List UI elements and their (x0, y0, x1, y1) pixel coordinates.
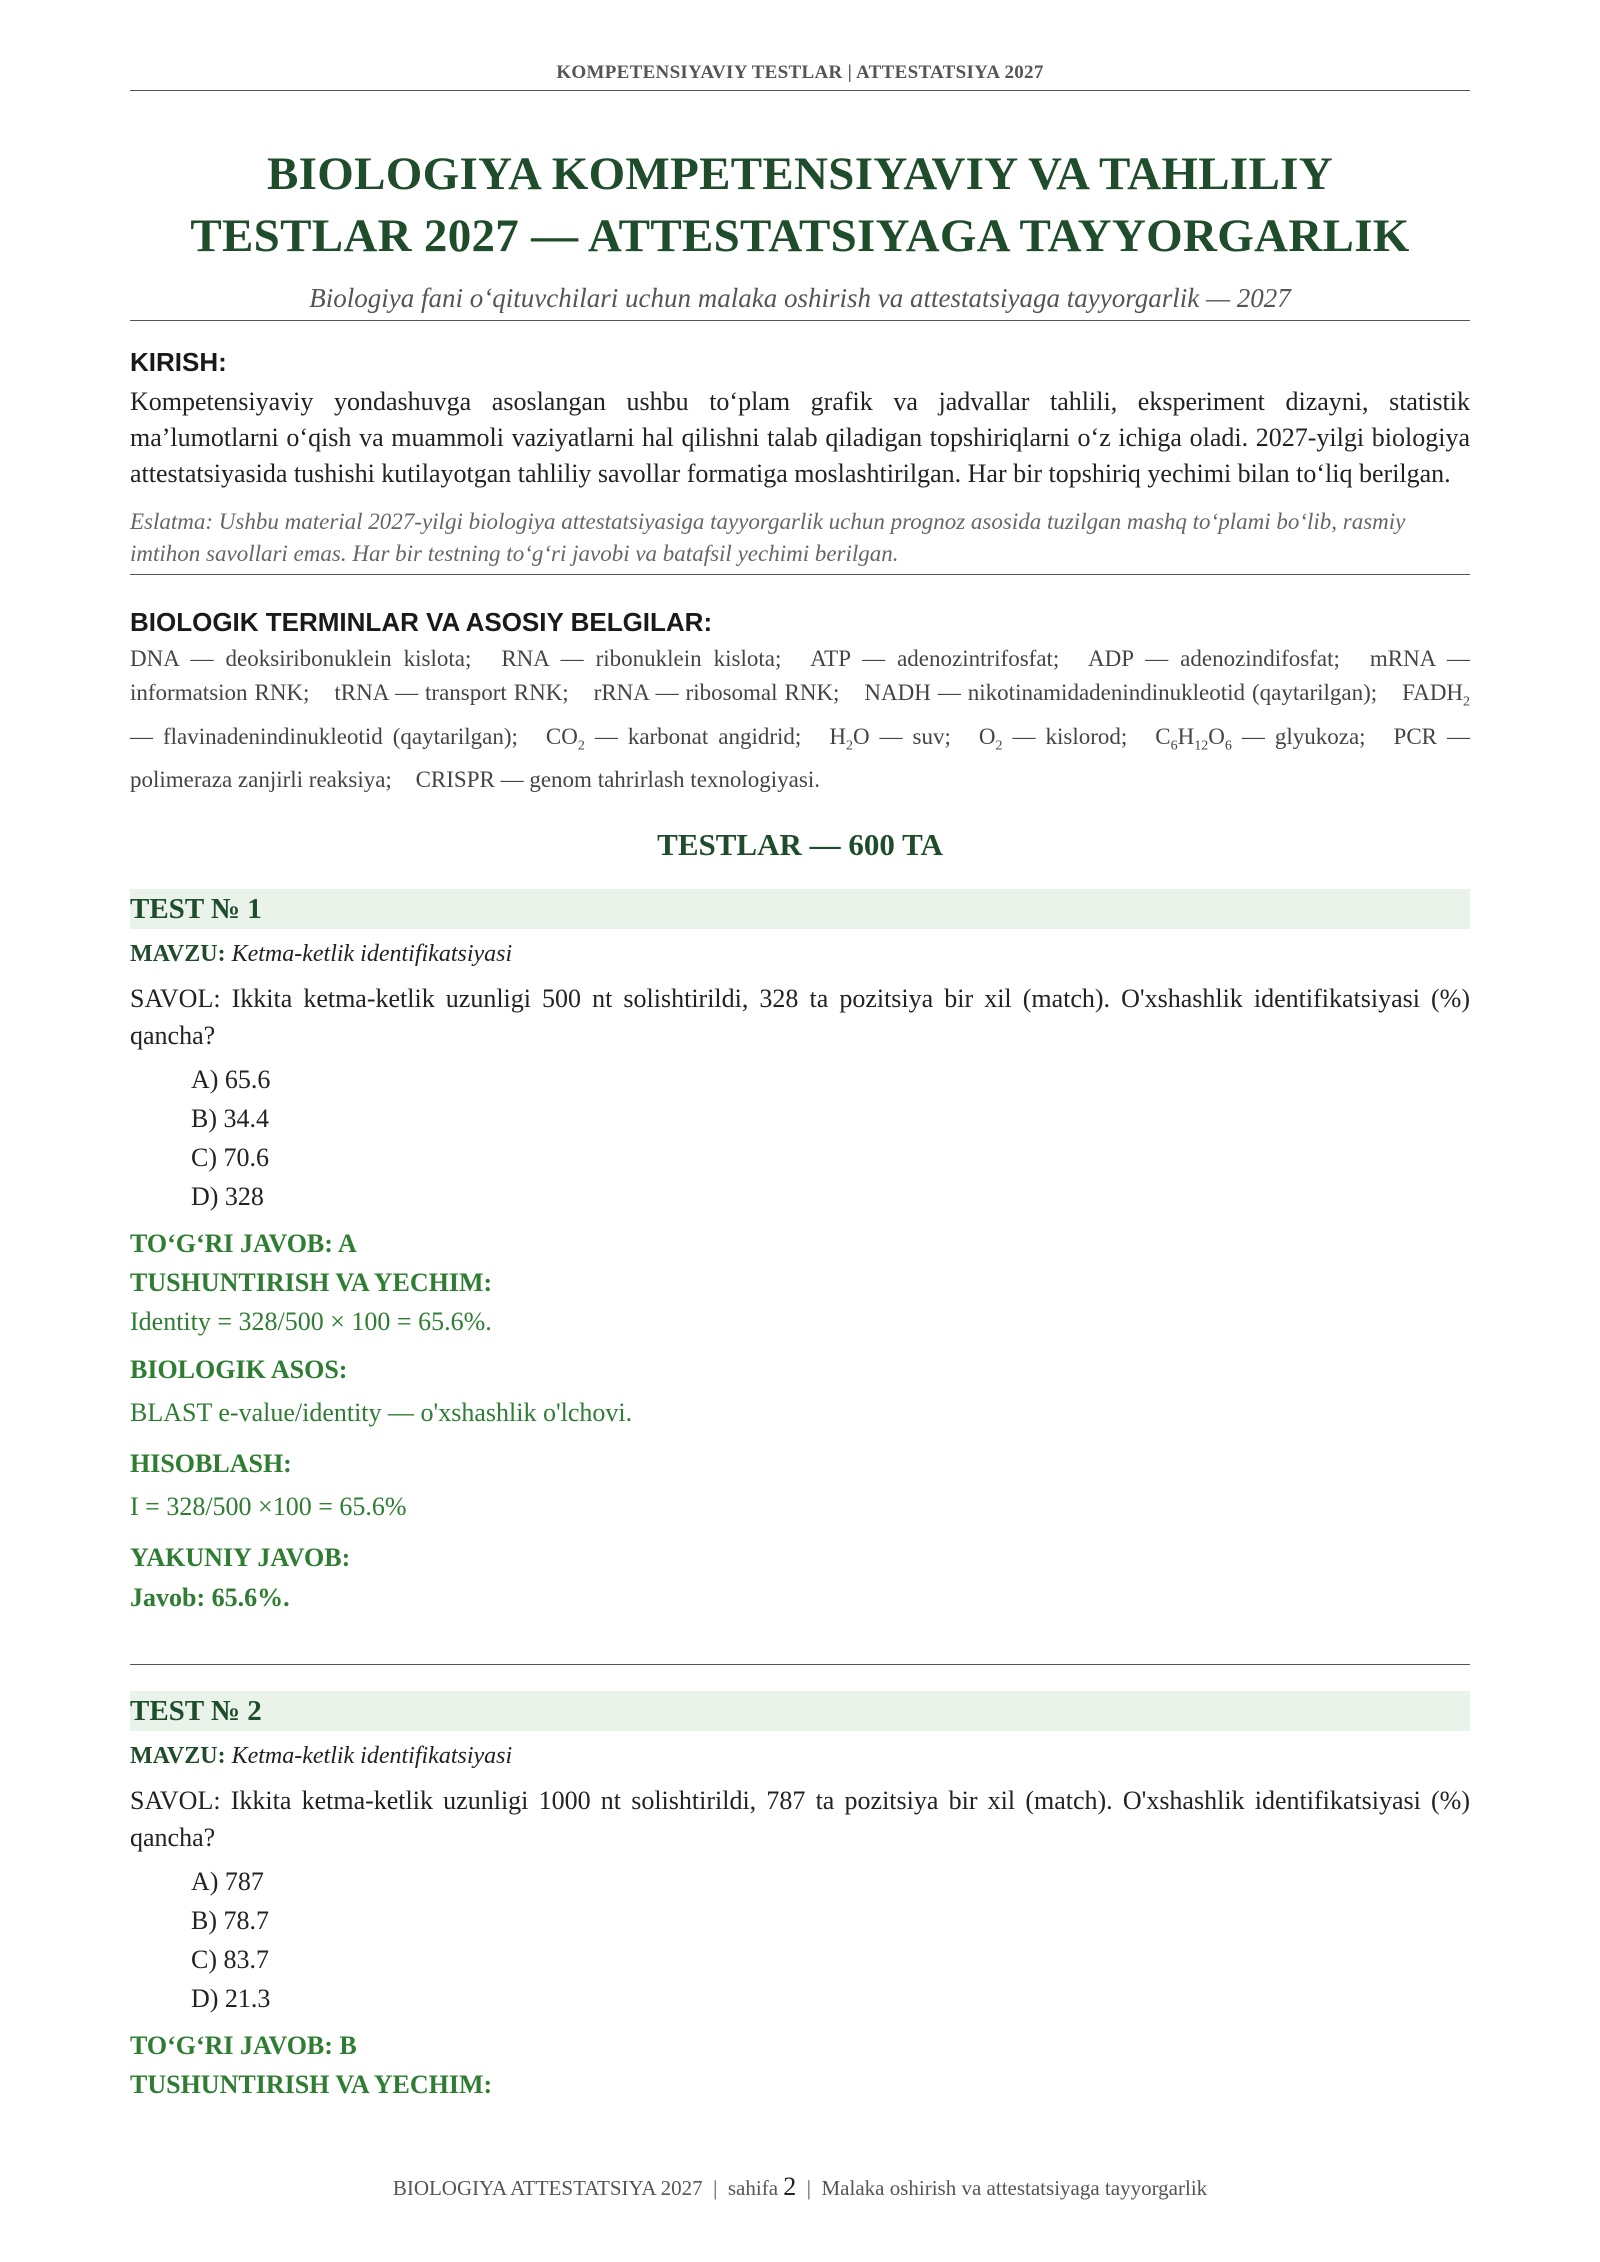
glucose-c: C (1155, 723, 1171, 749)
page-number: 2 (783, 2172, 797, 2201)
answer-options (130, 1862, 1470, 2018)
title-line-2: TESTLAR 2027 — ATTESTATSIYAGA TAYYORGARLIK (190, 210, 1410, 262)
footer-right: Malaka oshirish va attestatsiyaga tayyorgarlik (821, 2176, 1208, 2200)
tests-heading: TESTLAR — 600 TA (657, 827, 943, 863)
h2o-desc: O — suv; (852, 723, 951, 749)
test-item (130, 1691, 1470, 2104)
final-answer: Javob: 65.6%. (130, 1583, 290, 1613)
term-nadh: NADH — nikotinamidadenindinukleotid (qaytarilgan); (864, 680, 1378, 705)
glucose-c-sub: 6 (1170, 738, 1178, 754)
term-atp: ATP — adenozintrifosfat; (810, 646, 1060, 671)
final-label: YAKUNIY JAVOB: (130, 1543, 351, 1573)
term-h2o (829, 723, 951, 754)
explanation-text: Identity = 328/500 × 100 = 65.6%. (130, 1307, 492, 1337)
basis-text: BLAST e-value/identity — o'xshashlik o'lchovi. (130, 1398, 633, 1428)
fadh2-subscript: 2 (1463, 694, 1471, 710)
option-c: C) 70.6 (191, 1143, 269, 1173)
intro-note: Eslatma: Ushbu material 2027-yilgi biologiya attestatsiyasiga tayyorgarlik uchun prognoz asosida tuzilgan mashq to‘plami bo‘lib, rasmiy imtihon savollari emas. Har bir testning to‘g‘ri javobi va batafsil yechimi berilgan. (130, 506, 1470, 575)
fadh2-symbol: FADH (1402, 680, 1464, 705)
term-o2 (978, 723, 1128, 754)
explanation-label: TUSHUNTIRISH VA YECHIM: (130, 2070, 493, 2100)
glucose-h-sub: 12 (1194, 738, 1209, 754)
test-question: SAVOL: Ikkita ketma-ketlik uzunligi 500 nt solishtirildi, 328 ta pozitsiya bir xil (match). O'xshashlik identifikatsiyasi (%) qancha? (130, 984, 1470, 1051)
term-trna: tRNA — transport RNK; (334, 680, 569, 705)
test-item (130, 889, 1470, 1618)
co2-symbol: CO (545, 723, 578, 749)
option-b: B) 78.7 (191, 1906, 269, 1936)
fadh2-desc: — flavinadenindinukleotid (qaytarilgan); (130, 723, 518, 749)
option-b: B) 34.4 (191, 1104, 269, 1134)
test-title: TEST № 2 (130, 1691, 1470, 1731)
intro-label: KIRISH: (130, 347, 227, 377)
glucose-o: O (1208, 723, 1225, 749)
document-subtitle: Biologiya fani o‘qituvchilari uchun malaka oshirish va attestatsiyaga tayyorgarlik — 2027 (130, 283, 1470, 321)
term-adp: ADP — adenozindifosfat; (1088, 646, 1340, 671)
test-topic (130, 1743, 1470, 1770)
explanation-label: TUSHUNTIRISH VA YECHIM: (130, 1268, 493, 1298)
o2-subscript: 2 (995, 738, 1003, 754)
glucose-o-sub: 6 (1224, 738, 1232, 754)
test-topic (130, 941, 1470, 968)
term-mrna: mRNA — informatsion RNK; (130, 646, 1471, 705)
h2o-subscript: 2 (845, 738, 853, 754)
topic-label: MAVZU: (130, 1743, 226, 1770)
option-d: D) 328 (191, 1182, 264, 1212)
page-footer (0, 2172, 1600, 2202)
topic-value: Ketma-ketlik identifikatsiyasi (231, 941, 513, 968)
o2-desc: — kislorod; (1002, 723, 1128, 749)
option-a: A) 787 (191, 1867, 264, 1897)
term-rna: RNA — ribonuklein kislota; (501, 646, 782, 671)
intro-text: Kompetensiyaviy yondashuvga asoslangan ushbu to‘plam grafik va jadvallar tahlili, eksperiment dizayni, statistik ma’lumotlarni o‘qish va muammoli vaziyatlarni hal qilishni talab qiladigan topshiriqlarni o‘z ichiga oladi. 2027-yilgi biologiya attestatsiyasida tushishi kutilayotgan tahliliy savollar formatiga moslashtirilgan. Har bir topshiriq yechimi bilan to‘liq berilgan. (130, 387, 1470, 488)
calc-text: I = 328/500 ×100 = 65.6% (130, 1492, 407, 1522)
basis-label: BIOLOGIK ASOS: (130, 1355, 348, 1385)
footer-separator: | (806, 2176, 811, 2200)
footer-left: BIOLOGIYA ATTESTATSIYA 2027 (392, 2176, 703, 2200)
co2-subscript: 2 (577, 738, 585, 754)
footer-separator: | (713, 2176, 718, 2200)
running-header: KOMPETENSIYAVIY TESTLAR | ATTESTATSIYA 2027 (130, 62, 1470, 91)
glucose-h: H (1177, 723, 1195, 749)
o2-symbol: O (978, 723, 996, 749)
option-a: A) 65.6 (191, 1065, 271, 1095)
answer-options (130, 1060, 1470, 1216)
co2-desc: — karbonat angidrid; (584, 723, 802, 749)
correct-answer: TO‘G‘RI JAVOB: B (130, 2031, 357, 2061)
glucose-desc: — glyukoza; (1231, 723, 1366, 749)
test-title: TEST № 1 (130, 889, 1470, 929)
document-title (130, 143, 1470, 267)
term-crispr: CRISPR — genom tahrirlash texnologiyasi. (415, 767, 820, 793)
term-rrna: rRNA — ribosomal RNK; (593, 680, 840, 705)
option-c: C) 83.7 (191, 1945, 269, 1975)
term-glucose (1155, 723, 1366, 754)
calc-label: HISOBLASH: (130, 1449, 292, 1479)
title-line-1: BIOLOGIYA KOMPETENSIYAVIY VA TAHLILIY (267, 148, 1333, 200)
topic-value: Ketma-ketlik identifikatsiyasi (231, 1743, 513, 1770)
term-pcr: PCR — polimeraza zanjirli reaksiya; (130, 723, 1471, 793)
option-d: D) 21.3 (191, 1984, 271, 2014)
terms-list (130, 642, 1470, 797)
test-question: SAVOL: Ikkita ketma-ketlik uzunligi 1000 nt solishtirildi, 787 ta pozitsiya bir xil (match). O'xshashlik identifikatsiyasi (%) qancha? (130, 1786, 1470, 1853)
topic-label: MAVZU: (130, 941, 226, 968)
h2o-symbol-h: H (829, 723, 846, 749)
correct-answer: TO‘G‘RI JAVOB: A (130, 1229, 357, 1259)
term-co2 (545, 723, 802, 754)
test-divider (130, 1664, 1470, 1665)
footer-page-label: sahifa (727, 2176, 779, 2200)
document-page (130, 0, 1470, 2104)
terms-label: BIOLOGIK TERMINLAR VA ASOSIY BELGILAR: (130, 607, 713, 637)
term-dna: DNA — deoksiribonuklein kislota; (130, 646, 472, 671)
